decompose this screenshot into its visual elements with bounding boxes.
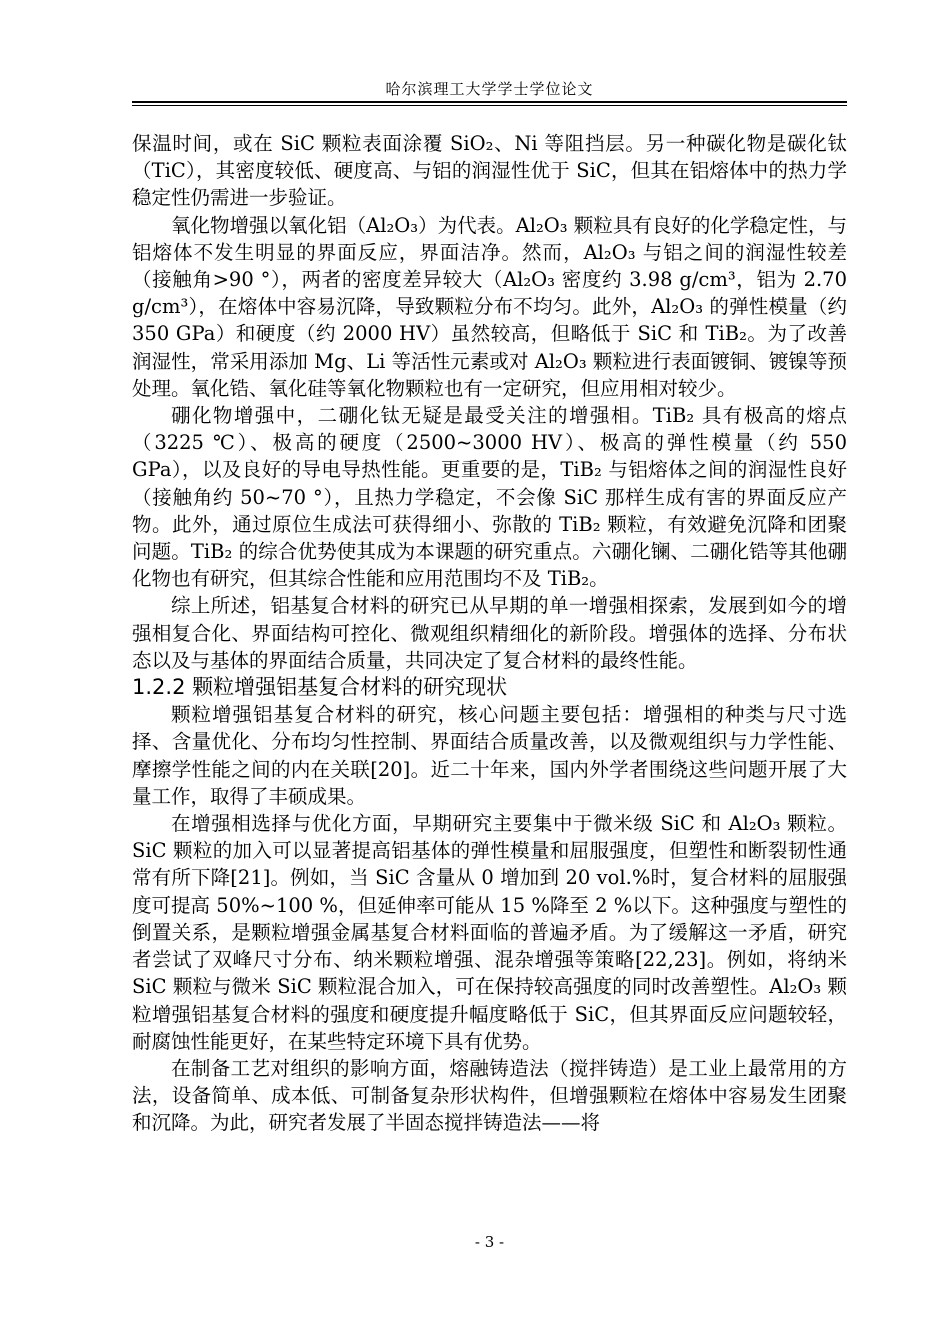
- running-header: 哈尔滨理工大学学士学位论文: [385, 80, 594, 98]
- paragraph: 在增强相选择与优化方面，早期研究主要集中于微米级 SiC 和 Al₂O₃ 颗粒。SiC 颗粒的加入可以显著提高铝基体的弹性模量和屈服强度，但塑性和断裂韧性通常有所下降[21]。例如，当 SiC 含量从 0 增加到 20 vol.%时，复合材料的屈服强度可提高 50%~100 %，但延伸率可能从 15 %降至 2 %以下。这种强度与塑性的倒置关系，是颗粒增强金属基复合材料面临的普遍矛盾。为了缓解这一矛盾，研究者尝试了双峰尺寸分布、纳米颗粒增强、混杂增强等策略[22,23]。例如，将纳米 SiC 颗粒与微米 SiC 颗粒混合加入，可在保持较高强度的同时改善塑性。Al₂O₃ 颗粒增强铝基复合材料的强度和硬度提升幅度略低于 SiC，但其界面反应问题较轻，耐腐蚀性能更好，在某些特定环境下具有优势。: [132, 812, 847, 1053]
- paragraph: 综上所述，铝基复合材料的研究已从早期的单一增强相探索，发展到如今的增强相复合化、界面结构可控化、微观组织精细化的新阶段。增强体的选择、分布状态以及与基体的界面结合质量，共同决定了复合材料的最终性能。: [132, 594, 847, 672]
- section-heading: 1.2.2 颗粒增强铝基复合材料的研究现状: [132, 675, 508, 700]
- page-number: - 3 -: [474, 1233, 505, 1251]
- paragraph: 保温时间，或在 SiC 颗粒表面涂覆 SiO₂、Ni 等阻挡层。另一种碳化物是碳化钛（TiC），其密度较低、硬度高、与铝的润湿性优于 SiC，但其在铝熔体中的热力学稳定性仍需进一步验证。: [132, 132, 847, 210]
- paragraph: 硼化物增强中，二硼化钛无疑是最受关注的增强相。TiB₂ 具有极高的熔点（3225 ℃）、极高的硬度（2500~3000 HV）、极高的弹性模量（约 550 GPa），以及良好的导电导热性能。更重要的是，TiB₂ 与铝熔体之间的润湿性良好（接触角约 50~70 °），且热力学稳定，不会像 SiC 那样生成有害的界面反应产物。此外，通过原位生成法可获得细小、弥散的 TiB₂ 颗粒，有效避免沉降和团聚问题。TiB₂ 的综合优势使其成为本课题的研究重点。六硼化镧、二硼化锆等其他硼化物也有研究，但其综合性能和应用范围均不及 TiB₂。: [132, 404, 847, 591]
- body-text: [132, 130, 847, 1137]
- paragraph: 氧化物增强以氧化铝（Al₂O₃）为代表。Al₂O₃ 颗粒具有良好的化学稳定性，与铝熔体不发生明显的界面反应，界面洁净。然而，Al₂O₃ 与铝之间的润湿性较差（接触角>90 °），两者的密度差异较大（Al₂O₃ 密度约 3.98 g/cm³，铝为 2.70 g/cm³），在熔体中容易沉降，导致颗粒分布不均匀。此外，Al₂O₃ 的弹性模量（约 350 GPa）和硬度（约 2000 HV）虽然较高，但略低于 SiC 和 TiB₂。为了改善润湿性，常采用添加 Mg、Li 等活性元素或对 Al₂O₃ 颗粒进行表面镀铜、镀镍等预处理。氧化锆、氧化硅等氧化物颗粒也有一定研究，但应用相对较少。: [132, 213, 847, 400]
- paragraph: 在制备工艺对组织的影响方面，熔融铸造法（搅拌铸造）是工业上最常用的方法，设备简单、成本低、可制备复杂形状构件，但增强颗粒在熔体中容易发生团聚和沉降。为此，研究者发展了半固态搅拌铸造法——将: [132, 1056, 847, 1135]
- header-rule-thin: [132, 105, 847, 106]
- header-rule: [132, 101, 847, 103]
- paragraph: 颗粒增强铝基复合材料的研究，核心问题主要包括：增强相的种类与尺寸选择、含量优化、分布均匀性控制、界面结合质量改善，以及微观组织与力学性能、摩擦学性能之间的内在关联[20]。近二十年来，国内外学者围绕这些问题开展了大量工作，取得了丰硕成果。: [132, 703, 847, 808]
